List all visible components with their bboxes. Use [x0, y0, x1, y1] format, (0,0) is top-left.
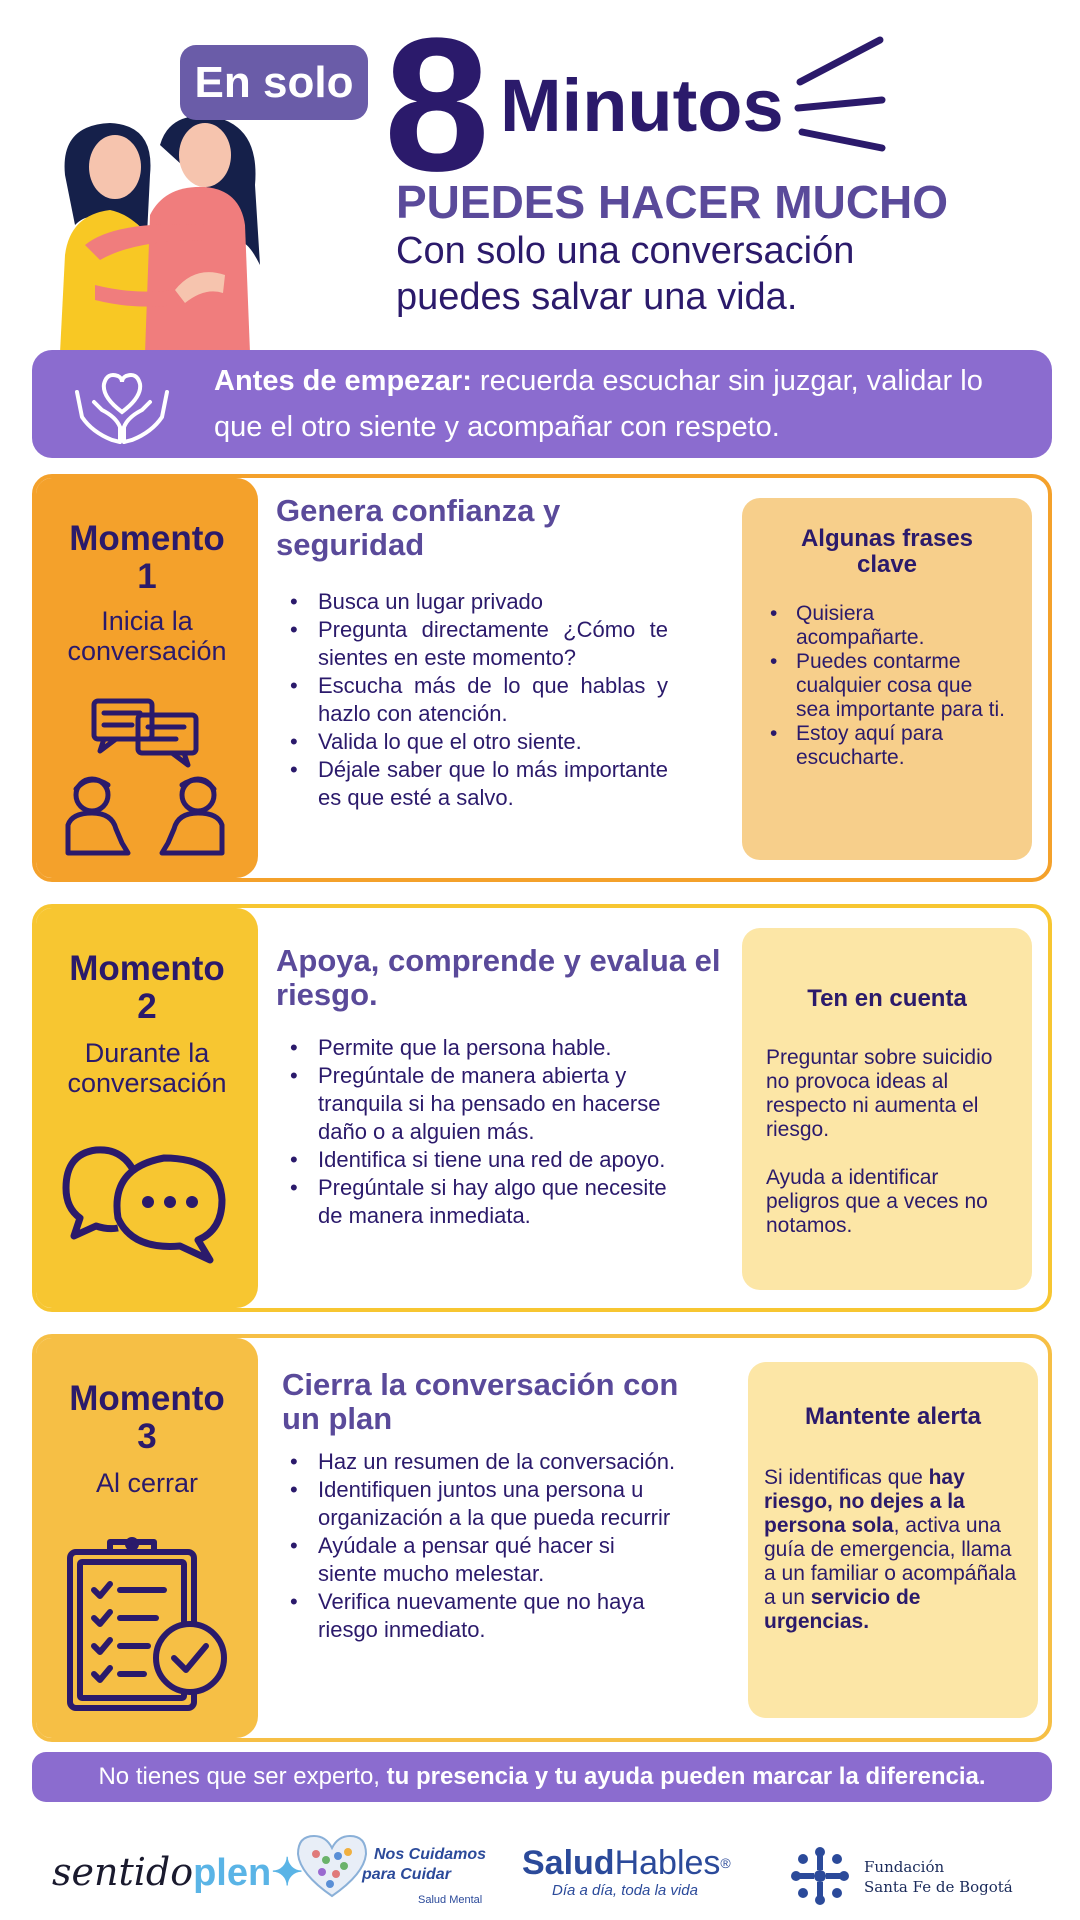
moment-2-label: Momento: [69, 949, 225, 988]
list-item: • Pregúntale si hay algo que necesite de manera inmediata.: [276, 1174, 696, 1230]
moment-2-subtitle: Durante la conversación: [67, 1038, 227, 1098]
hugging-people-illustration: [55, 115, 295, 353]
list-item: • Permite que la persona hable.: [276, 1034, 696, 1062]
fsfb-emblem-icon: [788, 1844, 852, 1908]
list-item: • Identifica si tiene una red de apoyo.: [276, 1146, 696, 1174]
moment-1-side-title: Algunas frases clave: [800, 525, 974, 578]
intro-body: recuerda escuchar sin juzgar, validar lo que el otro siente y acompañar con respeto.: [214, 365, 983, 443]
side-bold-1: hay riesgo, no dejes a la persona sola: [764, 1466, 965, 1537]
nos-line-3: Salud Mental: [418, 1894, 483, 1906]
moment-3-side-box: [748, 1362, 1038, 1718]
moment-3-subtitle: Al cerrar: [95, 1468, 198, 1498]
big-number: 8: [384, 0, 484, 211]
moment-card-2: [32, 904, 1052, 1312]
heart-hands-icon: [72, 362, 172, 446]
footer-bold: tu presencia y tu ayuda pueden marcar la diferencia.: [386, 1763, 986, 1790]
intro-text: [214, 358, 1034, 450]
plus-icon: ✦: [271, 1852, 304, 1894]
moment-card-1: [32, 474, 1052, 882]
hables-word: Hables: [614, 1844, 721, 1882]
fundacion-santa-fe-logo: [788, 1842, 1018, 1912]
list-item: • Busca un lugar privado: [276, 588, 668, 616]
list-item: • Escucha más de lo que hablas y hazlo con atención.: [276, 672, 668, 728]
moment-3-number: 3: [137, 1417, 157, 1456]
moment-2-side-p2: Ayuda a identificar peligros que a veces no notamos.: [766, 1166, 988, 1237]
intro-banner: [32, 350, 1052, 458]
footer-banner: [32, 1752, 1052, 1802]
pleno-word: plen: [193, 1852, 272, 1894]
intro-bold: Antes de empezar:: [214, 365, 472, 397]
nos-line-2: para Cuidar: [362, 1866, 451, 1883]
moment-1-panel: [36, 478, 258, 878]
moment-3-side-text: [764, 1466, 1026, 1634]
moment-1-title: Genera confianza y seguridad: [276, 493, 561, 562]
heart-crowd-icon: [292, 1830, 372, 1900]
list-item: • Valida lo que el otro siente.: [276, 728, 668, 756]
en-solo-badge: En solo: [180, 45, 368, 120]
checklist-clipboard-icon: [64, 1534, 234, 1714]
moment-1-side-bullets: [756, 602, 1008, 770]
salud-word: Salud: [522, 1844, 615, 1882]
salud-tagline: Día a día, toda la vida: [552, 1882, 698, 1899]
moment-2-title: Apoya, comprende y evalua el riesgo.: [276, 943, 721, 1012]
moment-2-panel: [36, 908, 258, 1308]
list-item: • Verifica nuevamente que no haya riesgo inmediato.: [276, 1588, 676, 1644]
moment-2-number: 2: [137, 987, 157, 1026]
side-text-1: Si identificas que: [764, 1466, 929, 1489]
saludhables-logo: [522, 1844, 731, 1899]
moment-1-bullets: [276, 588, 668, 812]
subline: [396, 228, 854, 320]
partner-logos: [0, 1820, 1080, 1920]
emphasis-rays-icon: [790, 30, 900, 160]
nos-cuidamos-logo: [292, 1824, 502, 1914]
moment-card-3: [32, 1334, 1052, 1742]
two-people-talking-icon: [60, 693, 230, 863]
moment-3-bullets: [276, 1448, 676, 1644]
list-item: • Puedes contarme cualquier cosa que sea importante para ti.: [756, 650, 1008, 722]
list-item: • Pregunta directamente ¿Cómo te sientes en este momento?: [276, 616, 668, 672]
moment-2-side-box: [742, 928, 1032, 1290]
fsfb-line-1: Fundación: [864, 1858, 945, 1876]
headline: PUEDES HACER MUCHO: [396, 176, 949, 228]
moment-2-side-p1: Preguntar sobre suicidio no provoca ideas al respecto ni aumenta el riesgo.: [766, 1046, 993, 1141]
sentido-word: sentido: [52, 1850, 194, 1894]
footer-text: No tienes que ser experto,: [98, 1763, 387, 1790]
nos-line-1: Nos Cuidamos: [374, 1846, 487, 1863]
subline-2: puedes salvar una vida.: [396, 276, 798, 318]
moment-1-label: Momento: [69, 519, 225, 558]
list-item: • Estoy aquí para escucharte.: [756, 722, 1008, 770]
list-item: • Déjale saber que lo más importante es que esté a salvo.: [276, 756, 668, 812]
moment-1-subtitle: Inicia la conversación: [67, 606, 227, 666]
moment-2-bullets: [276, 1034, 696, 1230]
moment-3-panel: [36, 1338, 258, 1738]
moment-1-number: 1: [137, 557, 157, 596]
moment-3-label: Momento: [69, 1379, 225, 1418]
subline-1: Con solo una conversación: [396, 230, 855, 272]
list-item: • Quisiera acompañarte.: [756, 602, 1008, 650]
sentido-pleno-logo: [52, 1850, 303, 1895]
list-item: • Haz un resumen de la conversación.: [276, 1448, 676, 1476]
list-item: • Pregúntale de manera abierta y tranquila si ha pensado en hacerse daño o a alguien más.: [276, 1062, 696, 1146]
moment-2-side-title: Ten en cuenta: [807, 985, 967, 1012]
side-text-2: , activa una guía de emergencia, llama a un familiar o acompáñala a un: [764, 1514, 1017, 1609]
list-item: • Ayúdale a pensar qué hacer si siente mucho melestar.: [276, 1532, 676, 1588]
moment-3-side-title: Mantente alerta: [804, 1403, 982, 1430]
moment-3-title: Cierra la conversación con un plan: [282, 1367, 679, 1436]
minutes-word: Minutos: [500, 64, 784, 147]
side-bold-2: servicio de urgencias.: [764, 1586, 921, 1633]
fsfb-line-2: Santa Fe de Bogotá: [864, 1878, 1013, 1896]
registered-mark: ®: [720, 1855, 731, 1871]
header: [0, 0, 1080, 350]
moment-1-side-box: [742, 498, 1032, 860]
chat-bubbles-icon: [60, 1138, 230, 1268]
list-item: • Identifiquen juntos una persona u organización a la que pueda recurrir: [276, 1476, 676, 1532]
